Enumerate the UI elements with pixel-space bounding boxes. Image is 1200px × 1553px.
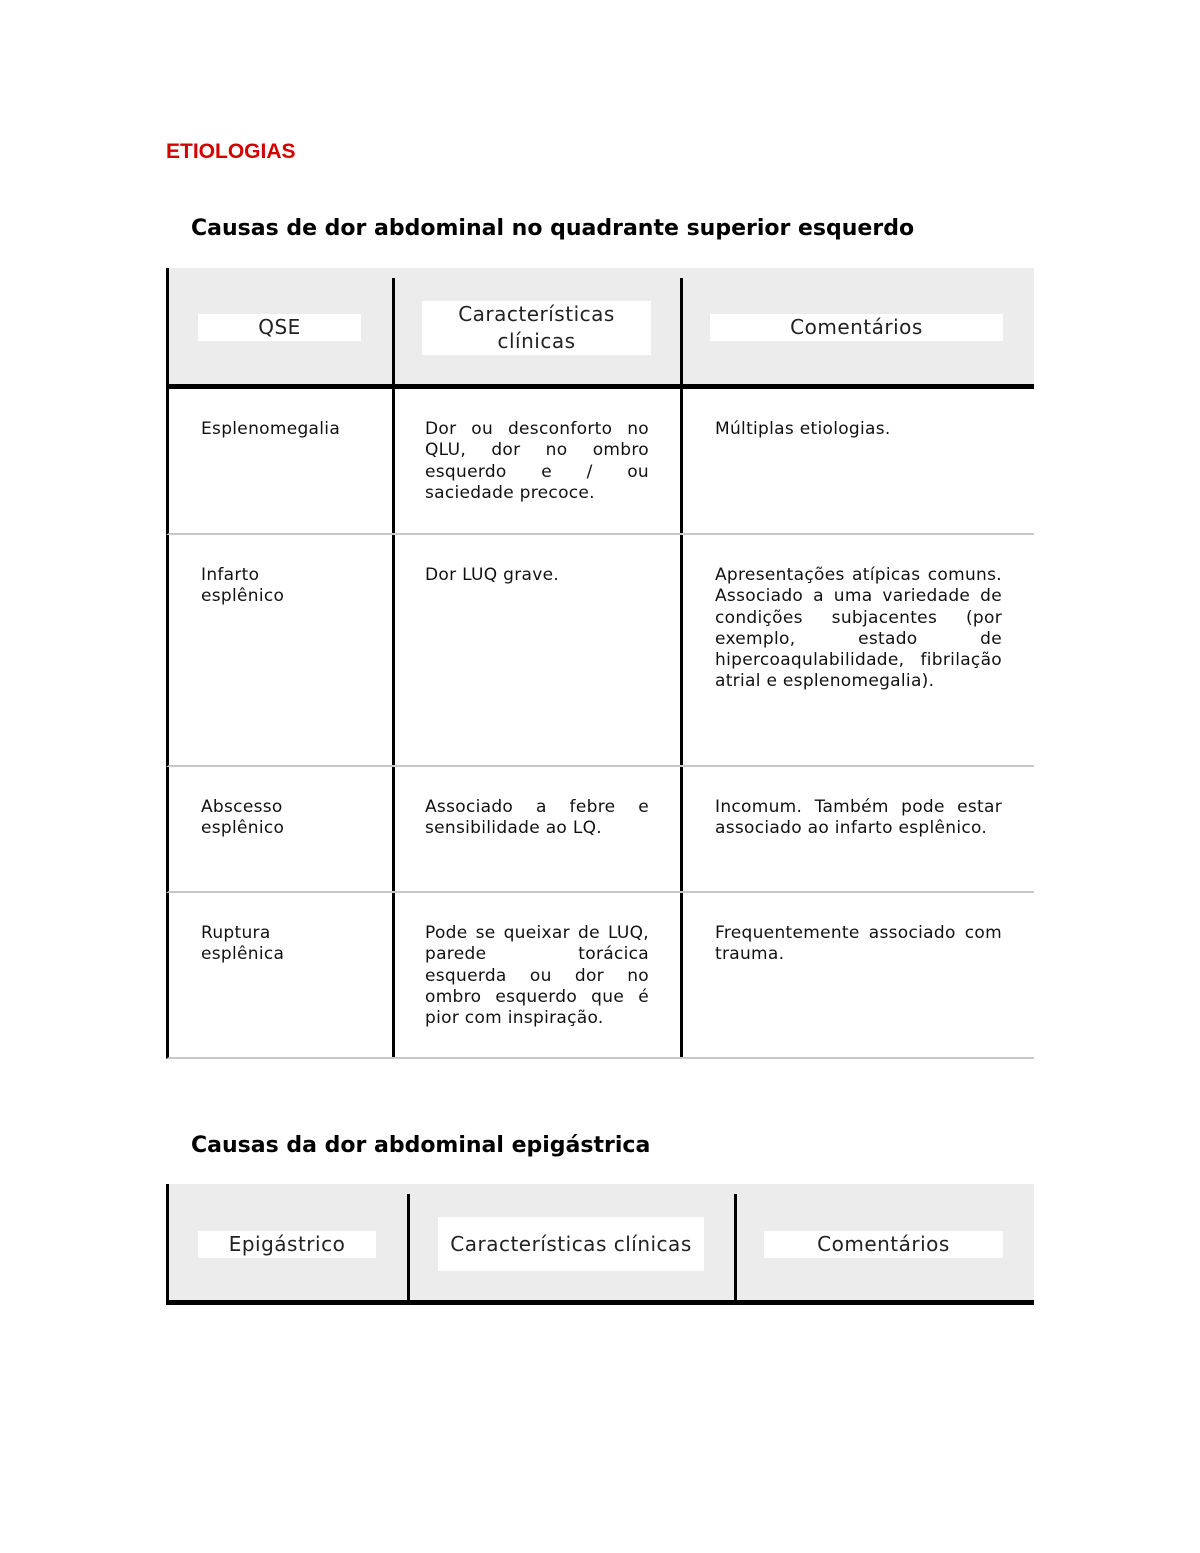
header-cell-qse: QSE bbox=[198, 314, 361, 341]
column-divider bbox=[680, 278, 683, 384]
header-cell-features: Características clínicas bbox=[438, 1217, 704, 1271]
column-divider bbox=[734, 1194, 737, 1300]
header-cell-comments: Comentários bbox=[764, 1231, 1003, 1258]
table-row bbox=[166, 535, 1034, 767]
table2-title: Causas da dor abdominal epigástrica bbox=[191, 1133, 651, 1158]
header-cell-comments: Comentários bbox=[710, 314, 1003, 341]
table2-header bbox=[166, 1184, 1034, 1305]
comments-cell bbox=[169, 535, 1034, 765]
comments-text: Apresentações atípicas comuns. Associado a uma variedade de condições subjacentes (por exemplo, estado de hipercoaqulabilidade, fibrilação atrial e esplenomegalia). bbox=[715, 565, 1002, 692]
comments-cell bbox=[169, 389, 1034, 533]
features-text: Dor ou desconforto no QLU, dor no ombro esquerdo e / ou saciedade precoce. bbox=[425, 419, 649, 503]
section-label: ETIOLOGIAS bbox=[166, 140, 296, 163]
condition-text: Esplenomegalia bbox=[201, 419, 341, 439]
table1-header bbox=[166, 268, 1034, 389]
table1 bbox=[166, 268, 1034, 1059]
header-cell-features: Características clínicas bbox=[422, 301, 651, 355]
table1-title: Causas de dor abdominal no quadrante superior esquerdo bbox=[191, 216, 915, 241]
condition-text: Abscesso esplênico bbox=[201, 797, 285, 839]
features-text: Dor LUQ grave. bbox=[425, 565, 560, 585]
table-row bbox=[166, 893, 1034, 1059]
comments-text: Frequentemente associado com trauma. bbox=[715, 923, 1002, 965]
column-divider bbox=[392, 278, 395, 384]
comments-cell bbox=[169, 893, 1034, 1057]
comments-cell bbox=[169, 767, 1034, 891]
condition-text: Ruptura esplênica bbox=[201, 923, 285, 965]
table2 bbox=[166, 1184, 1034, 1305]
table-row bbox=[166, 389, 1034, 535]
features-text: Pode se queixar de LUQ, parede torácica esquerda ou dor no ombro esquerdo que é pior com inspiração. bbox=[425, 923, 649, 1029]
column-divider bbox=[407, 1194, 410, 1300]
features-text: Associado a febre e sensibilidade ao LQ. bbox=[425, 797, 649, 839]
table-row bbox=[166, 767, 1034, 893]
header-cell-epigastric: Epigástrico bbox=[198, 1231, 376, 1258]
comments-text: Incomum. Também pode estar associado ao infarto esplênico. bbox=[715, 797, 1002, 839]
comments-text: Múltiplas etiologias. bbox=[715, 419, 891, 439]
condition-text: Infarto esplênico bbox=[201, 565, 285, 607]
